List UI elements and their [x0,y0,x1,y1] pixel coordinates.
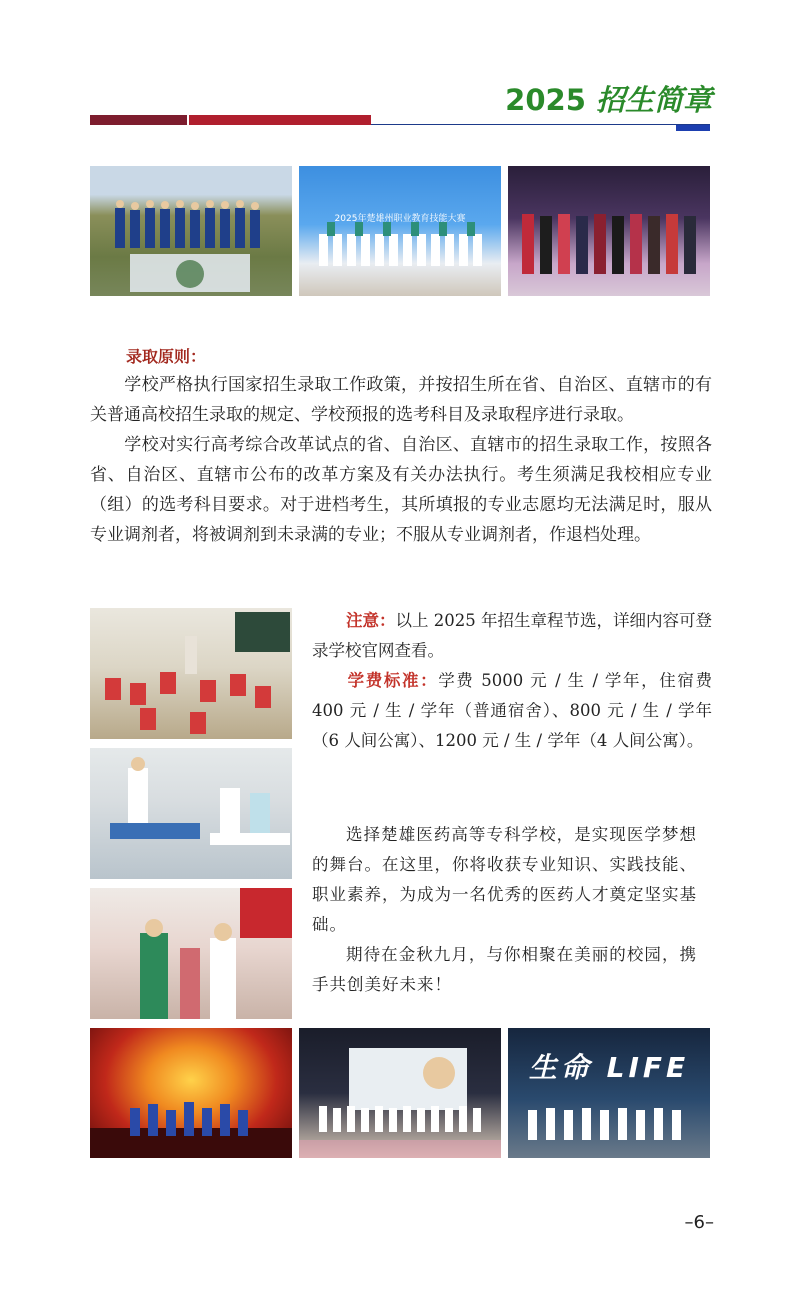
classroom-figures [90,608,292,739]
stage-nurses-figures [299,1028,501,1158]
competition-figures [299,166,501,296]
photo-life-stage [508,1028,710,1158]
admission-paragraph-2 [90,430,712,550]
header-title: 招生简章 [595,83,712,117]
rule-bar-dark [90,115,187,125]
photo-nursing-ceremony [90,888,292,1019]
photo-stage-nurses [299,1028,501,1158]
fees-text: 学费 5000 元 / 生 / 学年，住宿费 400 元 / 生 / 学年（普通宿舍）、800 元 / 生 / 学年（6 人间公寓）、1200 元 / 生 / 学年（4 人间公寓）。 [312,671,712,750]
rule-bar-red [189,115,371,125]
header-rule [90,115,710,131]
photo-skills-competition [299,166,501,296]
notice-label: 注意： [346,611,396,630]
fees-label: 学费标准： [346,671,439,690]
admission-heading: 录取原则： [126,347,207,366]
stage-screen-text: 生命 LIFE [528,1051,690,1084]
welcome-paragraph-2 [312,940,697,1000]
costume-figures [508,166,710,296]
sports-team-figures [90,166,292,296]
admission-paragraph-1 [90,370,712,430]
notice-block [312,606,712,666]
page-header-title [505,78,712,119]
welcome-text-1: 选择楚雄医药高等专科学校，是实现医学梦想的舞台。在这里，你将收获专业知识、实践技能、职业素养，为成为一名优秀的医药人才奠定坚实基础。 [312,825,697,934]
header-year: 2025 [505,83,586,117]
photo-ethnic-costume [508,166,710,296]
ceremony-figures [90,888,292,1019]
notice-text: 以上 2025 年招生章程节选，详细内容可登录学校官网查看。 [312,611,713,660]
welcome-paragraph-1 [312,820,697,940]
nursing-figures [90,748,292,879]
photo-fire-performance [90,1028,292,1158]
photo-classroom [90,608,292,739]
rule-line [371,124,710,125]
rule-block [676,125,710,131]
welcome-text-2: 期待在金秋九月，与你相聚在美丽的校园，携手共创美好未来！ [312,945,697,994]
page-number: –6– [684,1212,714,1233]
admission-text-2: 学校对实行高考综合改革试点的省、自治区、直辖市的招生录取工作，按照各省、自治区、直辖市公布的改革方案及有关办法执行。考生须满足我校相应专业（组）的选考科目要求。对于进档考生，其所填报的专业志愿均无法满足时，服从专业调剂者，将被调剂到未录满的专业；不服从专业调剂者，作退档处理。 [90,435,712,545]
competition-banner-text: 2025年楚雄州职业教育技能大赛 [334,214,466,224]
fees-block [312,666,712,756]
admission-text-1: 学校严格执行国家招生录取工作政策，并按招生所在省、自治区、直辖市的有关普通高校招生录取的规定、学校预报的选考科目及录取程序进行录取。 [90,375,712,425]
photo-sports-team [90,166,292,296]
photo-nursing-practice [90,748,292,879]
fire-performance-figures [90,1028,292,1158]
